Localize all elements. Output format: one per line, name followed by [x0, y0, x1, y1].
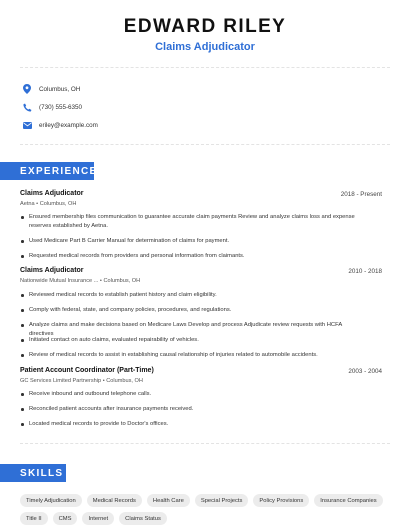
job-bullet: Reconciled patient accounts after insurance payments received.	[20, 405, 365, 414]
skill-chip: Policy Provisions	[253, 494, 309, 507]
contact-divider	[20, 144, 390, 145]
job-title: Claims Adjudicator	[20, 267, 84, 274]
header-divider	[20, 67, 390, 68]
company-name: Aetna	[20, 201, 35, 207]
job-company-line: Aetna • Columbus, OH	[20, 201, 77, 207]
contact-location	[22, 83, 80, 95]
company-name: Nationwide Mutual Insurance ...	[20, 278, 99, 284]
job-title: Patient Account Coordinator (Part-Time)	[20, 367, 154, 374]
job-bullet: Comply with federal, state, and company policies, procedures, and regulations.	[20, 306, 365, 315]
contact-email	[22, 119, 98, 131]
job-title-heading: Claims Adjudicator	[155, 41, 255, 53]
company-name: GC Services Limited Partnership	[20, 378, 102, 384]
job-bullet: Initiated contact on auto claims, evaluated repairability of vehicles.	[20, 336, 365, 345]
job-bullet: Analyze claims and make decisions based on Medicare Laws Develop and process Adjudicate review requests with HCFA directives	[20, 321, 365, 339]
phone-text: (730) 555-6350	[39, 103, 83, 111]
skill-chip: Claims Status	[119, 512, 167, 525]
skills-section-header: SKILLS	[0, 464, 66, 482]
location-text: Columbus, OH	[39, 85, 81, 93]
job-company-line: GC Services Limited Partnership • Columbus, OH	[20, 378, 143, 384]
skill-chip: Health Care	[147, 494, 190, 507]
job-bullet: Receive inbound and outbound telephone calls.	[20, 390, 365, 399]
contact-phone	[22, 101, 82, 113]
candidate-name: EDWARD RILEY	[123, 16, 287, 37]
company-location: Columbus, OH	[106, 378, 143, 384]
skill-chip: Medical Records	[87, 494, 142, 507]
skill-chip: Internet	[82, 512, 114, 525]
skill-chip: Special Projects	[195, 494, 249, 507]
job-dates: 2018 - Present	[340, 191, 382, 198]
job-dates: 2003 - 2004	[348, 368, 382, 375]
job-dates: 2010 - 2018	[348, 268, 382, 275]
job-bullet: Review of medical records to assist in establishing causal relationship of injuries related to automobile accidents.	[20, 351, 365, 360]
job-bullet: Located medical records to provide to Doctor's offices.	[20, 420, 365, 429]
email-icon	[22, 120, 32, 130]
company-location: Columbus, OH	[39, 201, 77, 207]
skills-list	[20, 494, 400, 525]
job-bullet: Used Medicare Part B Carrier Manual for determination of claims for payment.	[20, 237, 365, 246]
phone-icon	[22, 102, 32, 112]
company-location: Columbus, OH	[103, 278, 141, 284]
experience-section-header: EXPERIENCE	[0, 162, 94, 180]
job-title: Claims Adjudicator	[20, 190, 84, 197]
job-company-line: Nationwide Mutual Insurance ... • Columbus, OH	[20, 278, 141, 284]
location-pin-icon	[22, 84, 32, 94]
email-link[interactable]: eriley@example.com	[39, 121, 98, 129]
experience-divider	[20, 443, 390, 444]
skill-chip: Insurance Companies	[314, 494, 382, 507]
job-bullet: Reviewed medical records to establish patient history and claim eligibility.	[20, 291, 365, 300]
skill-chip: CMS	[53, 512, 78, 525]
skill-chip: Timely Adjudication	[20, 494, 82, 507]
job-bullet: Requested medical records from providers and personal information from claimants.	[20, 252, 365, 261]
skill-chip: Title II	[20, 512, 48, 525]
job-bullet: Ensured membership files communication to guarantee accurate claim payments Review and analyze claims loss and expense reserves established by Aetna.	[20, 213, 365, 231]
